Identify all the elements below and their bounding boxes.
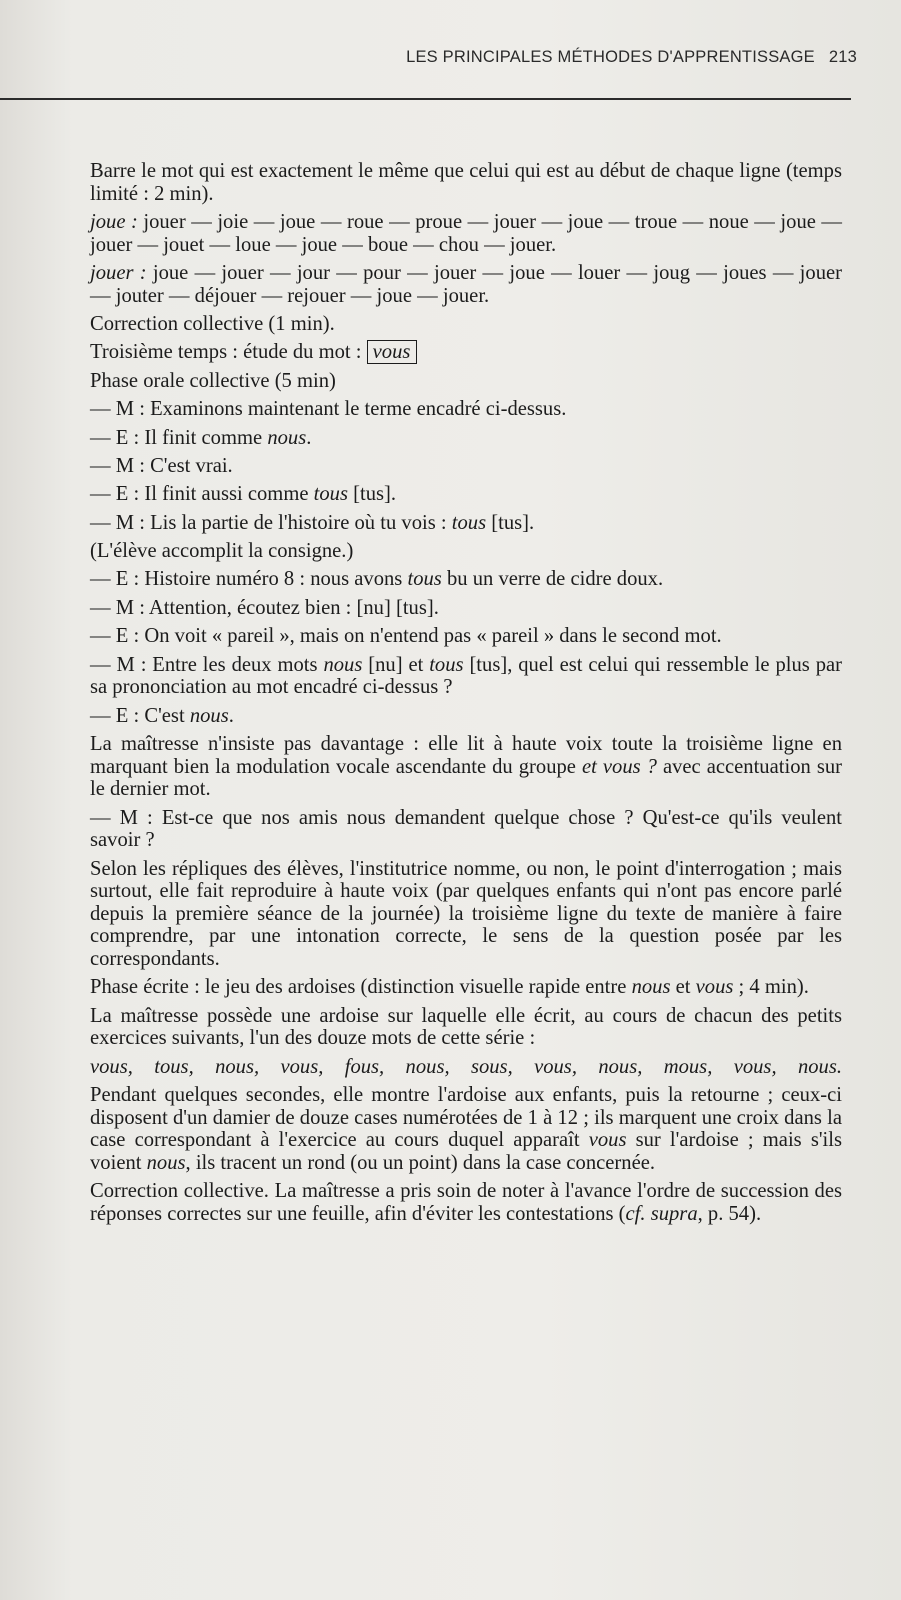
italic-text: vous [588, 1129, 627, 1152]
italic-text: cf. supra [625, 1202, 698, 1225]
italic-text: vous, tous, nous, vous, fous, nous, sous, vous, nous, mous, vous, nous. [90, 1055, 842, 1078]
paragraph: Pendant quelques secondes, elle montre l'ardoise aux enfants, puis la retourne ; ceux-ci disposent d'un damier de douze cases numérotées de 1 à 12 ; ils marquent une croix dans la case correspondant à l'exercice au cours duquel apparaît vous sur l'ardoise ; mais s'ils voient nous, ils tracent un rond (ou un point) dans la case concernée. [90, 1084, 842, 1174]
boxed-word: vous [367, 340, 418, 364]
italic-text: nous [189, 704, 229, 727]
paragraph: Correction collective. La maîtresse a pris soin de noter à l'avance l'ordre de succession des réponses correctes sur une feuille, afin d'éviter les contestations (cf. supra, p. 54). [90, 1180, 842, 1225]
italic-text: tous [313, 483, 348, 506]
word-series [90, 1056, 842, 1079]
dialogue-line: — E : On voit « pareil », mais on n'entend pas « pareil » dans le second mot. [90, 625, 722, 648]
italic-text: jouer : [90, 261, 147, 284]
page-number: 213 [828, 48, 857, 66]
italic-text: vous [695, 976, 734, 999]
paragraph: La maîtresse n'insiste pas davantage : elle lit à haute voix toute la troisième ligne en marquant bien la modulation vocale ascendante du groupe et vous ? avec accentuation sur le dernier mot. [90, 733, 842, 801]
paragraph: (L'élève accomplit la consigne.) [90, 540, 354, 563]
body-text [90, 160, 842, 1225]
dialogue-line: — M : Lis la partie de l'histoire où tu vois : tous [tus]. [90, 511, 535, 534]
paragraph: Troisième temps : étude du mot : vous [90, 341, 842, 364]
paragraph: jouer : joue — jouer — jour — pour — jouer — joue — louer — joug — joues — jouer — jouter — déjouer — rejouer — joue — jouer. [90, 261, 842, 307]
italic-text: nous [146, 1151, 186, 1174]
italic-text: tous [429, 653, 464, 676]
paragraph: Selon les répliques des élèves, l'institutrice nomme, ou non, le point d'interrogation ; mais surtout, elle fait reproduire à haute voix (par quelques enfants qui n'ont pas encore parlé depuis la première séance de la journée) la troisième ligne du texte de manière à faire comprendre, par une intonation correcte, le sens de la question posée par les correspondants. [90, 857, 842, 970]
dialogue-line: — M : C'est vrai. [90, 454, 233, 477]
dialogue-line: — E : Il finit comme nous. [90, 426, 312, 449]
italic-text: nous [631, 976, 671, 999]
paragraph: La maîtresse possède une ardoise sur laquelle elle écrit, au cours de chacun des petits exercices suivants, l'un des douze mots de cette série : [90, 1004, 842, 1050]
dialogue-line: — M : Est-ce que nos amis nous demandent quelque chose ? Qu'est-ce qu'ils veulent savoir ? [90, 806, 842, 852]
italic-text: et vous ? [581, 755, 657, 778]
header-rule [0, 98, 851, 100]
italic-text: tous [407, 568, 442, 591]
dialogue-line: — E : Il finit aussi comme tous [tus]. [90, 483, 397, 506]
dialogue-line: — M : Examinons maintenant le terme encadré ci-dessus. [90, 398, 567, 421]
dialogue-line: — M : Attention, écoutez bien : [nu] [tus]. [90, 596, 439, 619]
paragraph: joue : jouer — joie — joue — roue — proue — jouer — joue — troue — noue — joue — jouer — jouet — loue — joue — boue — chou — jouer. [90, 210, 842, 256]
italic-text: joue : [90, 210, 138, 233]
italic-text: nous [267, 426, 307, 449]
paragraph: Barre le mot qui est exactement le même que celui qui est au début de chaque ligne (temps limité : 2 min). [90, 160, 842, 205]
paragraph: Correction collective (1 min). [90, 312, 335, 335]
paragraph: Phase orale collective (5 min) [90, 369, 336, 392]
dialogue-line: — E : C'est nous. [90, 704, 234, 727]
italic-text: nous [323, 653, 363, 676]
dialogue-line: — M : Entre les deux mots nous [nu] et tous [tus], quel est celui qui ressemble le plus par sa prononciation au mot encadré ci-dessus ? [90, 653, 842, 699]
dialogue-line: — E : Histoire numéro 8 : nous avons tous bu un verre de cidre doux. [90, 568, 664, 591]
running-header [406, 48, 857, 67]
italic-text: tous [451, 511, 487, 534]
running-title: LES PRINCIPALES MÉTHODES D'APPRENTISSAGE [406, 48, 815, 66]
paragraph: Phase écrite : le jeu des ardoises (distinction visuelle rapide entre nous et vous ; 4 min). [90, 976, 809, 999]
